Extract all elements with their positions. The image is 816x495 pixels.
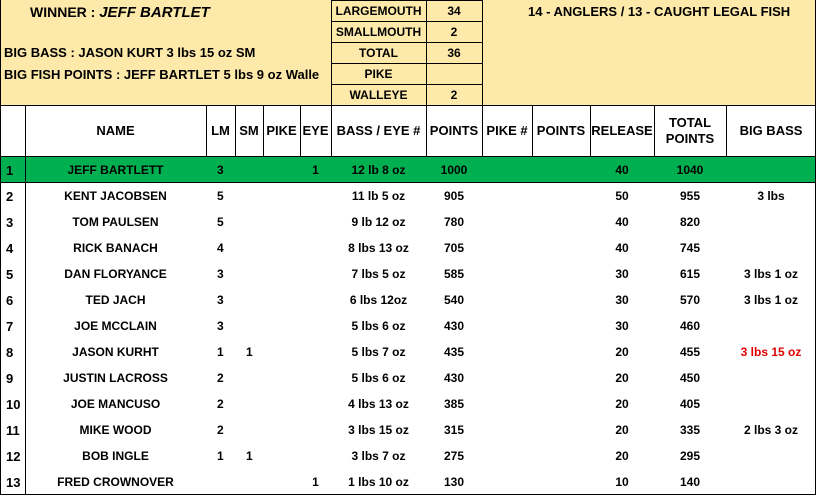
pike-cell	[263, 261, 300, 287]
pike-cell	[263, 391, 300, 417]
lm-cell: 3	[217, 319, 224, 333]
pike-number-cell	[482, 391, 532, 417]
total-points-cell: 570	[679, 293, 701, 307]
points-cell: 540	[443, 293, 465, 307]
grid-line	[331, 63, 482, 64]
eye-cell	[300, 235, 331, 261]
rank-cell: 8	[6, 344, 14, 360]
lm-cell	[206, 469, 235, 495]
rank-cell: 11	[6, 422, 20, 438]
release-cell: 20	[615, 345, 629, 359]
sm-cell	[235, 235, 263, 261]
points-2-cell	[532, 443, 590, 469]
points-cell: 1000	[440, 163, 468, 177]
grid-line	[331, 84, 482, 85]
big-bass-cell	[726, 469, 816, 495]
lm-cell: 2	[217, 423, 224, 437]
release-cell: 30	[615, 267, 629, 281]
bass-eye-weight-cell: 1 lbs 10 oz	[348, 475, 409, 489]
points-2-cell	[532, 209, 590, 235]
grid-line	[331, 42, 482, 43]
points-2-cell	[532, 365, 590, 391]
table-row	[0, 339, 816, 365]
rank-cell: 1	[6, 162, 14, 178]
rank-cell: 13	[6, 474, 21, 490]
pike-cell	[263, 235, 300, 261]
big-bass-cell: 2 lbs 3 oz	[743, 423, 799, 437]
total-points-cell: 460	[679, 319, 701, 333]
big-bass-cell	[726, 235, 816, 261]
big-bass-cell	[726, 157, 816, 183]
pike-cell	[263, 287, 300, 313]
sm-cell: 1	[246, 345, 253, 359]
pike-number-cell	[482, 235, 532, 261]
total-points-cell: 1040	[676, 163, 704, 177]
eye-cell	[300, 339, 331, 365]
name-cell: MIKE WOOD	[79, 423, 152, 437]
grid-line	[331, 106, 332, 156]
table-header-row	[0, 106, 816, 156]
header-name: NAME	[96, 123, 135, 138]
big-bass-cell	[726, 391, 816, 417]
grid-line	[0, 0, 1, 495]
grid-line	[426, 0, 427, 106]
bass-eye-weight-cell: 4 lbs 13 oz	[348, 397, 409, 411]
release-cell: 20	[615, 423, 629, 437]
grid-line	[206, 106, 207, 156]
pike-cell	[263, 365, 300, 391]
stat-label-walleye: WALLEYE	[349, 87, 408, 102]
total-points-cell: 745	[679, 241, 701, 255]
rank-cell: 10	[6, 396, 21, 412]
pike-cell	[263, 157, 300, 183]
lm-cell: 5	[217, 189, 224, 203]
points-cell: 905	[443, 189, 465, 203]
stat-value-smallmouth: 2	[450, 24, 458, 39]
total-points-cell: 140	[679, 475, 701, 489]
sm-cell	[235, 157, 263, 183]
points-2-cell	[532, 417, 590, 443]
bass-eye-weight-cell: 5 lbs 6 oz	[351, 319, 406, 333]
name-cell: JOE MANCUSO	[70, 397, 161, 411]
winner-label: WINNER :	[30, 4, 100, 20]
lm-cell: 1	[217, 449, 224, 463]
table-row	[0, 261, 816, 287]
grid-line	[25, 156, 26, 495]
table-row	[0, 183, 816, 209]
name-cell: FRED CROWNOVER	[57, 475, 174, 489]
bass-eye-weight-cell: 8 lbs 13 oz	[348, 241, 409, 255]
header-pike: PIKE	[266, 123, 297, 138]
rank-cell: 12	[6, 448, 21, 464]
pike-number-cell	[482, 313, 532, 339]
points-cell: 385	[443, 397, 465, 411]
total-points-cell: 405	[679, 397, 701, 411]
name-cell: JEFF BARTLETT	[67, 163, 164, 177]
points-2-cell	[532, 287, 590, 313]
big-bass-cell	[726, 443, 816, 469]
stat-value-largemouth: 34	[447, 3, 461, 18]
sm-cell: 1	[246, 449, 253, 463]
table-row	[0, 417, 816, 443]
pike-number-cell	[482, 339, 532, 365]
bass-eye-weight-cell: 12 lb 8 oz	[351, 163, 406, 177]
grid-line	[482, 0, 483, 106]
stat-label-smallmouth: SMALLMOUTH	[335, 24, 422, 39]
eye-cell	[300, 287, 331, 313]
points-2-cell	[532, 235, 590, 261]
name-cell: TED JACH	[85, 293, 146, 307]
points-2-cell	[532, 469, 590, 495]
bass-eye-weight-cell: 11 lb 5 oz	[351, 189, 406, 203]
pike-number-cell	[482, 365, 532, 391]
rank-cell: 6	[6, 292, 14, 308]
points-cell: 130	[443, 475, 465, 489]
sm-cell	[235, 209, 263, 235]
eye-cell	[300, 183, 331, 209]
table-row	[0, 287, 816, 313]
eye-cell	[300, 261, 331, 287]
pike-cell	[263, 313, 300, 339]
name-cell: DAN FLORYANCE	[64, 267, 167, 281]
eye-cell	[300, 391, 331, 417]
pike-number-cell	[482, 157, 532, 183]
sm-cell	[235, 313, 263, 339]
points-2-cell	[532, 183, 590, 209]
release-cell: 20	[615, 371, 629, 385]
pike-number-cell	[482, 261, 532, 287]
eye-cell: 1	[312, 475, 319, 489]
big-bass-cell	[726, 209, 816, 235]
grid-line	[263, 106, 264, 156]
points-cell: 275	[443, 449, 465, 463]
grid-line	[426, 106, 427, 156]
pike-cell	[263, 417, 300, 443]
table-row	[0, 235, 816, 261]
grid-line	[0, 182, 816, 183]
grid-line	[0, 156, 816, 157]
name-cell: BOB INGLE	[82, 449, 149, 463]
grid-line	[300, 106, 301, 156]
sm-cell	[235, 261, 263, 287]
bass-eye-weight-cell: 5 lbs 6 oz	[351, 371, 406, 385]
table-row	[0, 209, 816, 235]
big-bass-cell: 3 lbs 1 oz	[743, 293, 799, 307]
big-bass-summary: BIG BASS : JASON KURT 3 lbs 15 oz SM	[4, 45, 256, 60]
eye-cell	[300, 443, 331, 469]
grid-line	[331, 0, 482, 1]
rank-cell: 9	[6, 370, 14, 386]
header-total-points-line2: POINTS	[665, 131, 715, 146]
name-cell: RICK BANACH	[73, 241, 158, 255]
winner-name: JEFF BARTLET	[99, 4, 210, 21]
eye-cell: 1	[312, 163, 319, 177]
lm-cell: 2	[217, 397, 224, 411]
release-cell: 20	[615, 397, 629, 411]
lm-cell: 5	[217, 215, 224, 229]
header-eye: EYE	[302, 123, 329, 138]
header-lm: LM	[211, 123, 230, 138]
table-row	[0, 443, 816, 469]
pike-number-cell	[482, 209, 532, 235]
points-cell: 435	[443, 345, 465, 359]
pike-number-cell	[482, 183, 532, 209]
header-total-points	[654, 106, 726, 156]
points-2-cell	[532, 157, 590, 183]
total-points-cell: 450	[679, 371, 701, 385]
grid-line	[590, 106, 591, 156]
sm-cell	[235, 469, 263, 495]
total-points-cell: 455	[679, 345, 701, 359]
bass-eye-weight-cell: 7 lbs 5 oz	[351, 267, 406, 281]
points-cell: 705	[443, 241, 465, 255]
grid-line	[654, 106, 655, 156]
rank-cell: 2	[6, 188, 14, 204]
header-big-bass: BIG BASS	[739, 123, 803, 138]
stat-value-total: 36	[447, 45, 461, 60]
header-release: RELEASE	[591, 123, 653, 138]
total-points-cell: 295	[679, 449, 701, 463]
pike-number-cell	[482, 443, 532, 469]
release-cell: 30	[615, 293, 629, 307]
header-points-2: POINTS	[536, 123, 586, 138]
stat-label-total: TOTAL	[359, 45, 398, 60]
pike-cell	[263, 443, 300, 469]
name-cell: KENT JACOBSEN	[64, 189, 167, 203]
total-points-cell: 820	[679, 215, 701, 229]
release-cell: 40	[615, 163, 629, 177]
lm-cell: 2	[217, 371, 224, 385]
release-cell: 30	[615, 319, 629, 333]
sm-cell	[235, 183, 263, 209]
rank-cell: 7	[6, 318, 14, 334]
points-cell: 315	[443, 423, 465, 437]
points-cell: 780	[443, 215, 465, 229]
pike-cell	[263, 209, 300, 235]
big-bass-cell: 3 lbs 15 oz	[740, 345, 802, 359]
big-bass-cell: 3 lbs	[757, 189, 785, 203]
sm-cell	[235, 391, 263, 417]
grid-line	[726, 106, 727, 156]
rank-cell: 5	[6, 266, 14, 282]
pike-number-cell	[482, 469, 532, 495]
lm-cell: 1	[217, 345, 224, 359]
grid-line	[331, 0, 332, 106]
grid-line	[331, 21, 482, 22]
points-2-cell	[532, 313, 590, 339]
bass-eye-weight-cell: 5 lbs 7 oz	[351, 345, 406, 359]
lm-cell: 4	[217, 241, 224, 255]
grid-line	[0, 105, 816, 106]
grid-line	[25, 106, 26, 156]
big-bass-cell: 3 lbs 1 oz	[743, 267, 799, 281]
pike-cell	[263, 339, 300, 365]
big-bass-cell	[726, 313, 816, 339]
big-bass-cell	[726, 365, 816, 391]
sm-cell	[235, 365, 263, 391]
table-row	[0, 365, 816, 391]
header-total-points-line1: TOTAL	[668, 115, 712, 130]
table-row	[0, 469, 816, 495]
rank-cell: 3	[6, 214, 14, 230]
lm-cell: 3	[217, 163, 224, 177]
sm-cell	[235, 287, 263, 313]
header-sm: SM	[239, 123, 259, 138]
stat-label-pike: PIKE	[364, 66, 393, 81]
winner-line	[30, 4, 210, 21]
grid-line	[235, 106, 236, 156]
lm-cell: 3	[217, 267, 224, 281]
points-2-cell	[532, 391, 590, 417]
name-cell: JUSTIN LACROSS	[63, 371, 168, 385]
name-cell: JOE MCCLAIN	[74, 319, 157, 333]
big-fish-points-summary: BIG FISH POINTS : JEFF BARTLET 5 lbs 9 oz Walle	[4, 67, 320, 82]
header-pike-number: PIKE #	[486, 123, 528, 138]
pike-number-cell	[482, 417, 532, 443]
points-cell: 430	[443, 319, 465, 333]
points-2-cell	[532, 339, 590, 365]
grid-line	[532, 106, 533, 156]
eye-cell	[300, 313, 331, 339]
eye-cell	[300, 209, 331, 235]
header-bass-eye: BASS / EYE #	[336, 123, 421, 138]
bass-eye-weight-cell: 3 lbs 7 oz	[351, 449, 406, 463]
release-cell: 40	[615, 215, 629, 229]
sm-cell	[235, 417, 263, 443]
pike-number-cell	[482, 287, 532, 313]
anglers-caught-summary: 14 - ANGLERS / 13 - CAUGHT LEGAL FISH	[528, 4, 791, 19]
eye-cell	[300, 365, 331, 391]
stat-label-largemouth: LARGEMOUTH	[335, 3, 422, 18]
bass-eye-weight-cell: 6 lbs 12oz	[349, 293, 408, 307]
total-points-cell: 955	[679, 189, 701, 203]
bass-eye-weight-cell: 3 lbs 15 oz	[348, 423, 409, 437]
header-rank	[0, 106, 25, 156]
name-cell: JASON KURHT	[72, 345, 159, 359]
points-cell: 430	[443, 371, 465, 385]
total-points-cell: 615	[679, 267, 701, 281]
table-row	[0, 157, 816, 183]
eye-cell	[300, 417, 331, 443]
header-points: POINTS	[429, 123, 479, 138]
lm-cell: 3	[217, 293, 224, 307]
grid-line	[482, 106, 483, 156]
release-cell: 10	[615, 475, 629, 489]
name-cell: TOM PAULSEN	[72, 215, 159, 229]
release-cell: 50	[615, 189, 629, 203]
pike-cell	[263, 469, 300, 495]
table-row	[0, 391, 816, 417]
release-cell: 20	[615, 449, 629, 463]
rank-cell: 4	[6, 240, 14, 256]
release-cell: 40	[615, 241, 629, 255]
bass-eye-weight-cell: 9 lb 12 oz	[351, 215, 406, 229]
points-cell: 585	[443, 267, 465, 281]
points-2-cell	[532, 261, 590, 287]
stat-value-pike	[426, 63, 482, 84]
stat-value-walleye: 2	[450, 87, 458, 102]
total-points-cell: 335	[679, 423, 701, 437]
pike-cell	[263, 183, 300, 209]
table-row	[0, 313, 816, 339]
